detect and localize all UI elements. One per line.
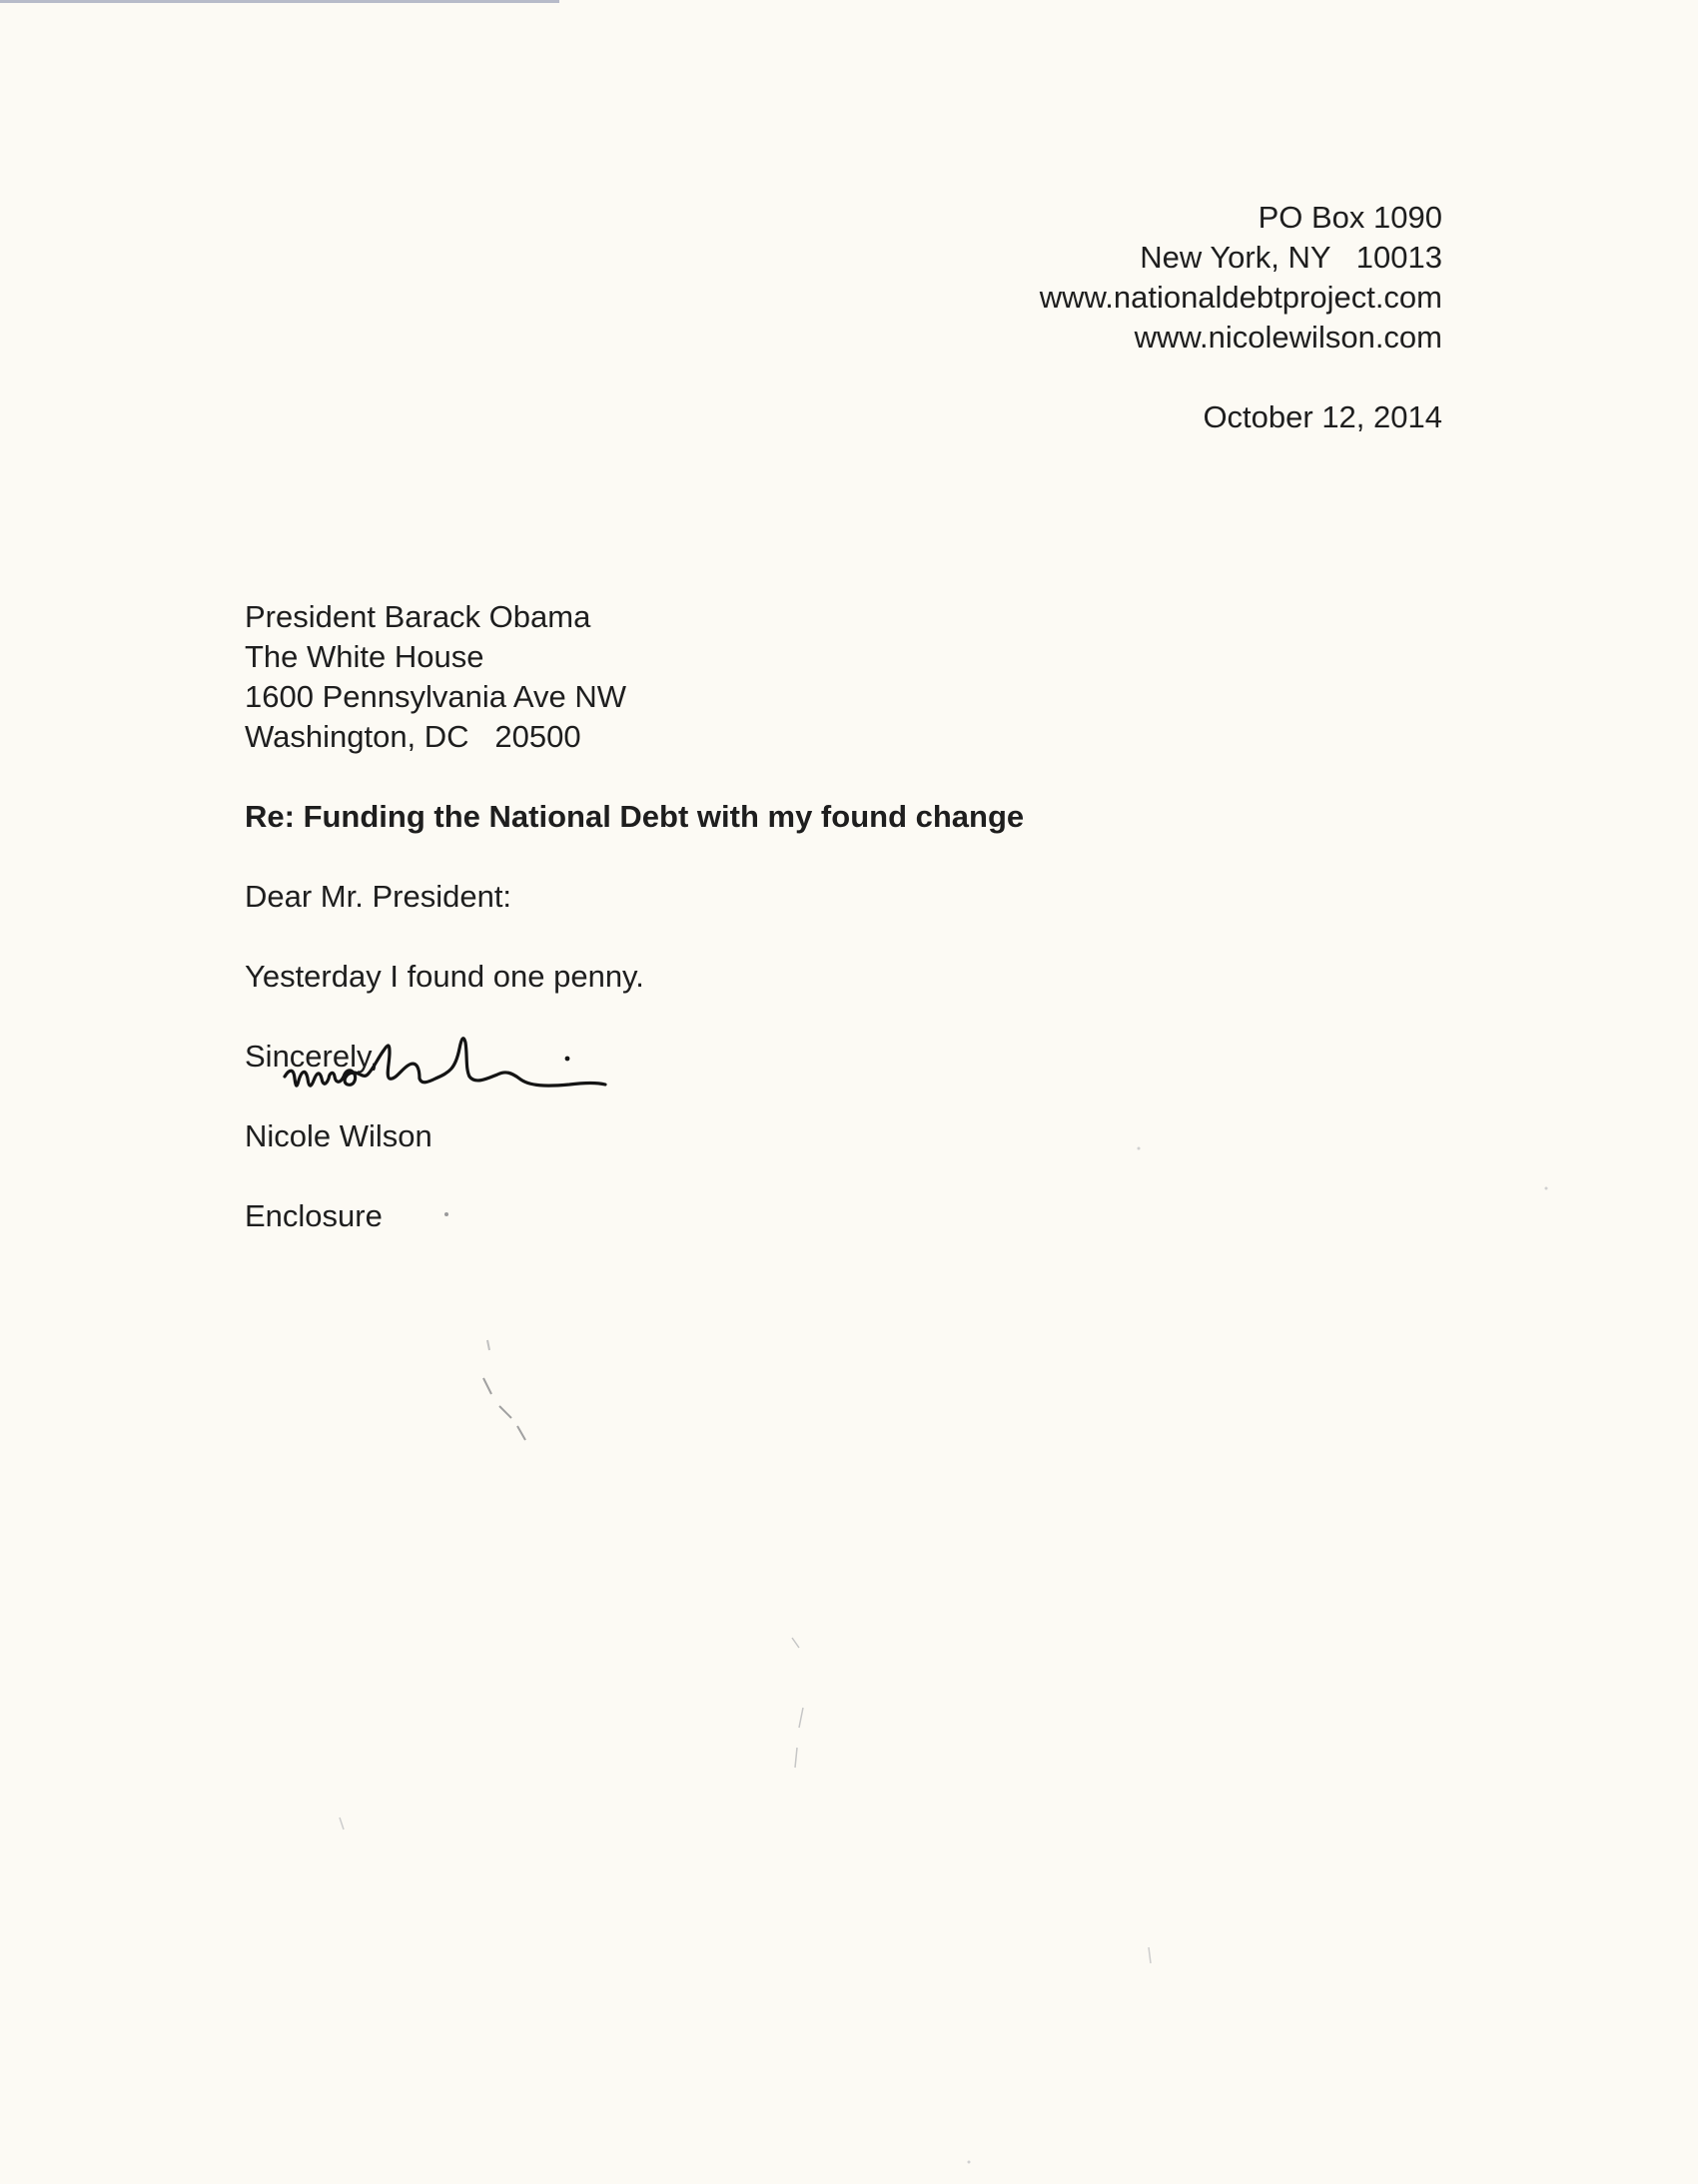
recipient-street: 1600 Pennsylvania Ave NW — [245, 679, 626, 714]
subject-line: Re: Funding the National Debt with my found change — [245, 799, 1025, 834]
recipient-address-block — [245, 597, 626, 757]
scan-edge-mark — [0, 0, 559, 3]
recipient-organization: The White House — [245, 639, 484, 674]
letter-body: Yesterday I found one penny. — [245, 959, 644, 994]
letter-date: October 12, 2014 — [1203, 399, 1442, 434]
signer-name: Nicole Wilson — [245, 1118, 432, 1153]
sender-address-block — [1040, 198, 1442, 358]
handwritten-signature — [280, 1029, 609, 1108]
sender-po-box: PO Box 1090 — [1258, 200, 1442, 235]
recipient-city-state-zip: Washington, DC 20500 — [245, 719, 581, 754]
sender-website-1: www.nationaldebtproject.com — [1039, 280, 1442, 315]
sender-website-2: www.nicolewilson.com — [1134, 320, 1442, 355]
salutation: Dear Mr. President: — [245, 879, 512, 914]
sender-city-state-zip: New York, NY 10013 — [1140, 240, 1442, 275]
enclosure-note: Enclosure — [245, 1198, 383, 1233]
closing: Sincerely, — [245, 1039, 379, 1074]
recipient-name: President Barack Obama — [245, 599, 591, 634]
